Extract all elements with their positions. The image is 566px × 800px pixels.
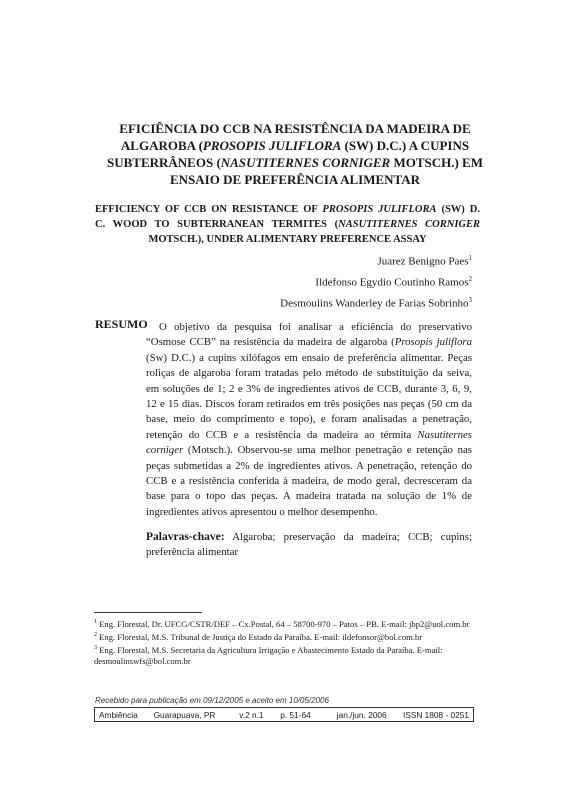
- abstract-paragraph: [146, 320, 472, 520]
- author: [280, 250, 472, 271]
- footnote: [94, 617, 476, 630]
- title-en-line-2: [95, 217, 480, 232]
- title-pt-line-1: EFICIÊNCIA DO CCB NA RESISTÊNCIA DA MADEIRA DE: [119, 121, 471, 136]
- keywords-label: Palavras-chave:: [146, 531, 225, 543]
- author-affiliation-mark: 1: [468, 254, 472, 262]
- title-pt-line-2: [100, 137, 490, 154]
- footnote-text: Eng. Florestal, M.S. Secretaria da Agricultura Irrigação e Abastecimento Estado da Paraíba. E-mail:: [99, 644, 443, 655]
- author-affiliation-mark: 2: [468, 275, 472, 284]
- journal-name: Ambiência: [99, 709, 138, 720]
- author-name: Juarez Benigno Paes: [377, 255, 469, 268]
- title-en-text: C. WOOD TO SUBTERRANEAN TERMITES (: [95, 219, 339, 230]
- journal-citation-bar: [94, 707, 474, 722]
- author: [280, 292, 472, 313]
- title-en-text: (SW) D.: [436, 204, 480, 215]
- title-en-species: NASUTITERNES CORNIGER: [338, 219, 481, 230]
- footnote: [94, 630, 476, 643]
- title-en-species: PROSOPIS JULIFLORA: [322, 204, 437, 215]
- resumo-heading: RESUMO: [95, 317, 148, 331]
- keywords: [146, 530, 472, 561]
- title-en-text: EFFICIENCY OF CCB ON RESISTANCE OF: [95, 204, 323, 215]
- title-pt-line-4: ENSAIO DE PREFERÊNCIA ALIMENTAR: [169, 172, 421, 187]
- title-portuguese: [100, 120, 490, 188]
- author: [280, 271, 472, 292]
- abstract-text: (Sw) D.C.) a cupins xilófagos em ensaio de preferência alimentar. Peças roliças de algaroba foram tratadas pelo método de substituição da seiva, em soluções de 1; 2 e 3% de ingredientes ativos de CCB, durante 3, 6, 9, 12 e 15 dias. Discos foram retirados em três posições nas peças (50 cm da base, meio do comprimento e topo), e foram analisadas a penetração, retenção do CCB e a resistência da madeira ao térmita: [146, 351, 472, 441]
- abstract-species: Nasutiternes corniger: [146, 428, 472, 457]
- footnote-mark: 3: [94, 644, 97, 651]
- title-english: [95, 202, 480, 247]
- keywords-text: Algaroba; preservação da madeira; CCB; cupins; preferência alimentar: [146, 531, 472, 559]
- author-list: [280, 250, 472, 313]
- author-name: Ildefonso Egydio Coutinho Ramos: [315, 276, 469, 289]
- title-pt-text: MOTSCH.) EM: [390, 155, 483, 170]
- abstract-text: O objetivo da pesquisa foi analisar a eficiência do preservativo “Osmose CCB” na resistência da madeira de algaroba (: [146, 321, 472, 349]
- title-pt-species: PROSOPIS JULIFLORA: [202, 138, 342, 153]
- abstract-text: (Motsch.). Observou-se uma melhor penetração e retenção nas peças submetidas a 2% de ingredientes ativos. A penetração, retenção do CCB e a resistência conferida à madeira, de modo geral, decresceram da base para o topo das peças. A madeira tratada na solução de 1% de ingredientes ativos apresentou o melhor desempenho.: [146, 444, 472, 518]
- footnote-text: Eng. Florestal, Dr. UFCG/CSTR/DEF – Cx.Postal, 64 – 58700-970 – Patos – PB. E-mail: jbp2@uol.com.br: [99, 618, 470, 629]
- abstract: [146, 320, 472, 520]
- journal-issn: ISSN 1808 - 0251: [403, 709, 469, 720]
- footnote-divider: [94, 612, 202, 613]
- title-pt-text: SUBTERRÂNEOS (: [107, 155, 221, 170]
- journal-pages: p. 51-64: [280, 709, 311, 720]
- title-pt-text: (SW) D.C.) A CUPINS: [341, 138, 470, 153]
- author-name: Desmoulins Wanderley de Farias Sobrinho: [280, 297, 469, 310]
- footnote-mark: 1: [94, 619, 97, 625]
- author-affiliation-mark: 3: [468, 296, 472, 305]
- title-en-line-1: [95, 202, 480, 217]
- journal-volume: v.2 n.1: [239, 709, 264, 720]
- title-pt-line-3: [100, 154, 490, 171]
- footnote-text: desmoulinswfs@bol.com.br: [94, 655, 191, 666]
- title-pt-text: ALGAROBA (: [120, 138, 203, 153]
- abstract-species: Prosopis juliflora: [394, 336, 472, 349]
- footnote-mark: 2: [94, 631, 97, 638]
- footnote-continuation: [94, 656, 476, 667]
- title-en-line-3: MOTSCH.), UNDER ALIMENTARY PREFERENCE ASSAY: [148, 234, 427, 245]
- footnote-text: Eng. Florestal, M.S. Tribunal de Justiça do Estado da Paraíba. E-mail: ildefonsor@bol.com.br: [99, 631, 423, 642]
- footnote: [94, 643, 476, 656]
- journal-city: Guarapuava, PR: [153, 709, 216, 720]
- journal-date: jan./jun. 2006: [336, 709, 387, 720]
- footnotes: [94, 617, 476, 667]
- title-pt-species: NASUTITERNES CORNIGER: [220, 155, 391, 170]
- received-date: Recebido para publicação em 09/12/2005 e aceito em 10/05/2006: [95, 696, 329, 705]
